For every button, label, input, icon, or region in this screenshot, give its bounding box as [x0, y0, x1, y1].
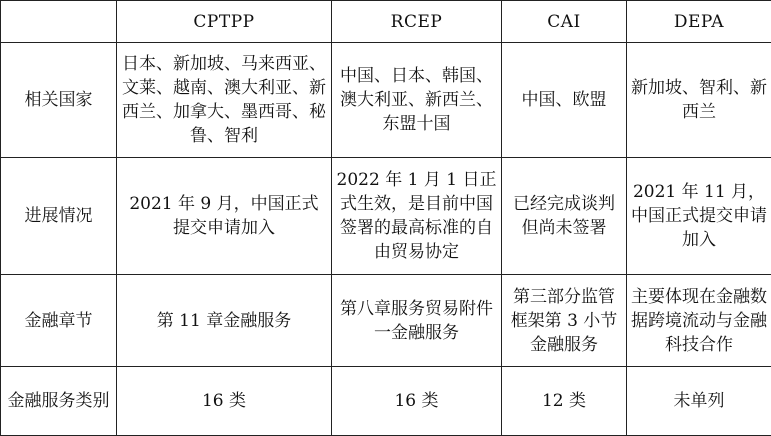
- cell-categories-rcep: 16 类: [332, 367, 502, 436]
- cell-countries-rcep: 中国、日本、韩国、澳大利亚、新西兰、东盟十国: [332, 43, 502, 158]
- row-label-service-categories: 金融服务类别: [1, 367, 117, 436]
- cell-progress-rcep: 2022 年 1 月 1 日正式生效，是目前中国签署的最高标准的自由贸易协定: [332, 158, 502, 275]
- table-row-progress: [1, 158, 771, 275]
- cell-progress-depa: 2021 年 11 月，中国正式提交申请加入: [627, 158, 771, 275]
- header-row: [1, 1, 771, 43]
- cell-progress-cai: 已经完成谈判但尚未签署: [502, 158, 627, 275]
- header-corner-cell: [1, 1, 117, 43]
- cell-chapter-cptpp: 第 11 章金融服务: [117, 275, 332, 367]
- header-cptpp: CPTPP: [117, 1, 332, 43]
- cell-categories-depa: 未单列: [627, 367, 771, 436]
- header-cai: CAI: [502, 1, 627, 43]
- table-row-service-categories: [1, 367, 771, 436]
- header-depa: DEPA: [627, 1, 771, 43]
- cell-chapter-rcep: 第八章服务贸易附件一金融服务: [332, 275, 502, 367]
- cell-countries-cptpp: 日本、新加坡、马来西亚、文莱、越南、澳大利亚、新西兰、加拿大、墨西哥、秘鲁、智利: [117, 43, 332, 158]
- cell-chapter-depa: 主要体现在金融数据跨境流动与金融科技合作: [627, 275, 771, 367]
- cell-chapter-cai: 第三部分监管框架第 3 小节金融服务: [502, 275, 627, 367]
- row-label-finance-chapter: 金融章节: [1, 275, 117, 367]
- row-label-countries: 相关国家: [1, 43, 117, 158]
- table-row-countries: [1, 43, 771, 158]
- row-label-progress: 进展情况: [1, 158, 117, 275]
- cell-countries-depa: 新加坡、智利、新西兰: [627, 43, 771, 158]
- cell-countries-cai: 中国、欧盟: [502, 43, 627, 158]
- header-rcep: RCEP: [332, 1, 502, 43]
- cell-progress-cptpp: 2021 年 9 月，中国正式提交申请加入: [117, 158, 332, 275]
- cell-categories-cai: 12 类: [502, 367, 627, 436]
- cell-categories-cptpp: 16 类: [117, 367, 332, 436]
- table-row-finance-chapter: [1, 275, 771, 367]
